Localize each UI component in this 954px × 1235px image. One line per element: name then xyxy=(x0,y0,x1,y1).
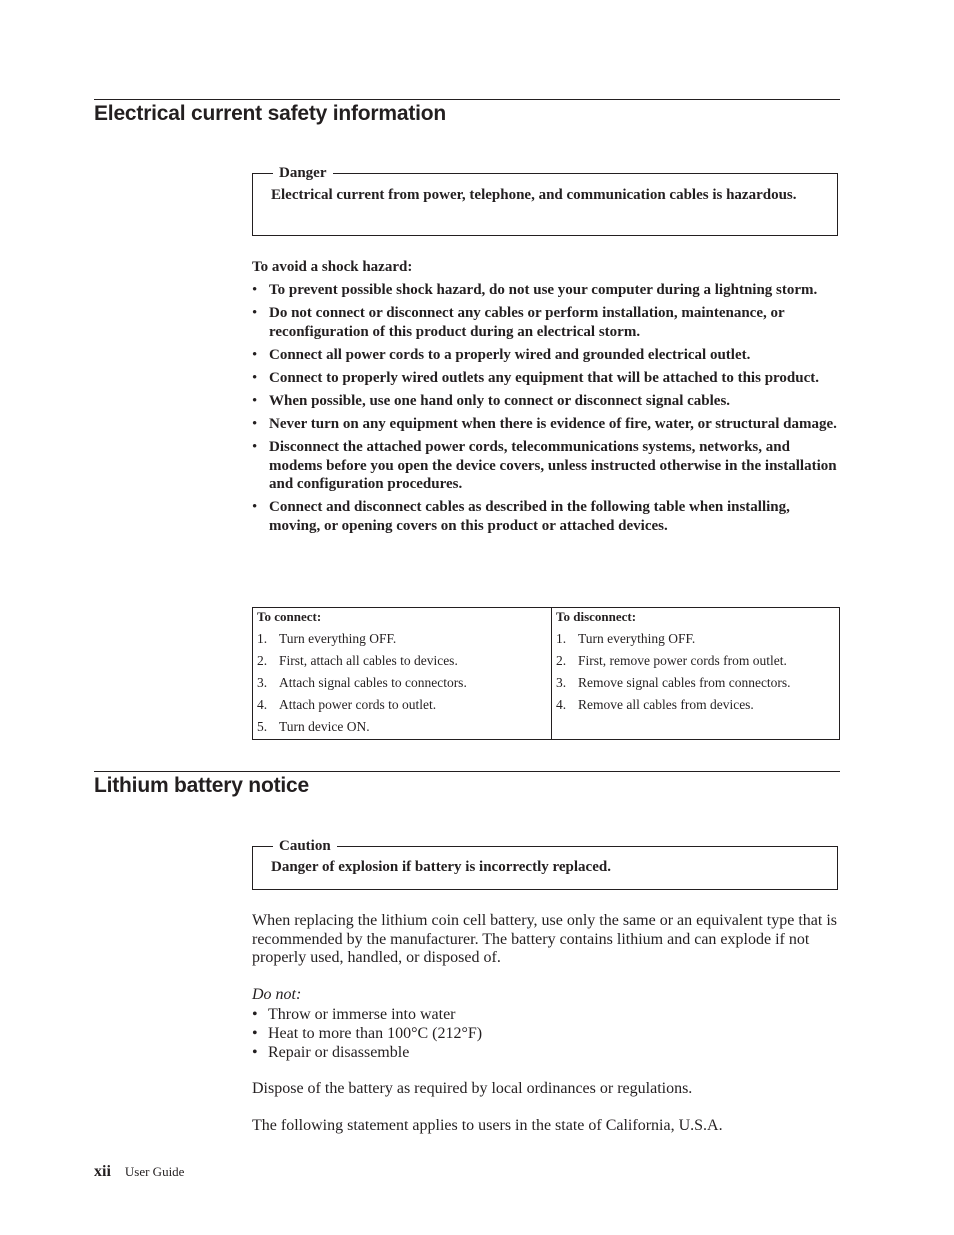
do-not-label: Do not: xyxy=(252,986,302,1003)
list-item: • Connect to properly wired outlets any equipment that will be attached to this product. xyxy=(252,369,842,388)
book-title: User Guide xyxy=(124,1164,185,1179)
list-item: 4. Attach power cords to outlet. xyxy=(257,697,437,712)
list-item: 4. Remove all cables from devices. xyxy=(556,697,754,712)
danger-notice xyxy=(252,165,838,236)
danger-label: Danger xyxy=(273,164,333,182)
caution-text: Danger of explosion if battery is incorrectly replaced. xyxy=(271,859,611,875)
list-item: 5. Turn device ON. xyxy=(257,719,370,734)
do-not-list xyxy=(252,1005,482,1062)
connect-heading: To connect: xyxy=(257,609,322,624)
dispose-paragraph: Dispose of the battery as required by local ordinances or regulations. xyxy=(252,1080,693,1097)
list-item: • Do not connect or disconnect any cables or perform installation, maintenance, or reconfiguration of this product during an electrical storm. xyxy=(252,304,842,341)
list-item: • Heat to more than 100°C (212°F) xyxy=(252,1024,482,1043)
connect-column xyxy=(253,608,552,740)
section-title-lithium: Lithium battery notice xyxy=(94,774,309,797)
list-item: • Disconnect the attached power cords, telecommunications systems, networks, and modems before you open the device covers, unless instructed otherwise in the installation and configuration procedures. xyxy=(252,438,842,494)
shock-hazard-intro: To avoid a shock hazard: xyxy=(252,259,413,275)
caution-label: Caution xyxy=(273,837,337,855)
list-item: • Repair or disassemble xyxy=(252,1043,482,1062)
section-rule xyxy=(94,99,840,100)
list-item: 2. First, remove power cords from outlet. xyxy=(556,653,787,668)
list-item: 2. First, attach all cables to devices. xyxy=(257,653,458,668)
disconnect-heading: To disconnect: xyxy=(556,609,637,624)
table-row xyxy=(253,608,840,740)
list-item: • Connect all power cords to a properly wired and grounded electrical outlet. xyxy=(252,346,842,365)
page-number: xii xyxy=(94,1163,111,1180)
connect-steps xyxy=(253,628,551,738)
list-item: • When possible, use one hand only to connect or disconnect signal cables. xyxy=(252,392,842,411)
list-item: • Connect and disconnect cables as described in the following table when installing, moving, or opening covers on this product or attached devices. xyxy=(252,498,842,535)
caution-notice xyxy=(252,838,838,890)
danger-text: Electrical current from power, telephone, and communication cables is hazardous. xyxy=(271,187,797,203)
safety-bullet-list xyxy=(252,281,842,540)
disconnect-steps xyxy=(552,628,839,716)
battery-replacement-paragraph: When replacing the lithium coin cell battery, use only the same or an equivalent type that is recommended by the manufacturer. The battery contains lithium and can explode if not properly used, handled, or disposed of. xyxy=(252,912,837,967)
list-item: • Throw or immerse into water xyxy=(252,1005,482,1024)
california-statement: The following statement applies to users in the state of California, U.S.A. xyxy=(252,1117,723,1134)
list-item: • Never turn on any equipment when there is evidence of fire, water, or structural damage. xyxy=(252,415,842,434)
list-item: • To prevent possible shock hazard, do not use your computer during a lightning storm. xyxy=(252,281,842,300)
list-item: 1. Turn everything OFF. xyxy=(257,631,397,646)
connect-disconnect-table xyxy=(252,607,840,740)
section-rule xyxy=(94,771,840,772)
disconnect-column xyxy=(552,608,840,740)
list-item: 3. Remove signal cables from connectors. xyxy=(556,675,791,690)
list-item: 3. Attach signal cables to connectors. xyxy=(257,675,467,690)
page-footer xyxy=(94,1163,184,1181)
list-item: 1. Turn everything OFF. xyxy=(556,631,696,646)
section-title-electrical: Electrical current safety information xyxy=(94,102,447,125)
